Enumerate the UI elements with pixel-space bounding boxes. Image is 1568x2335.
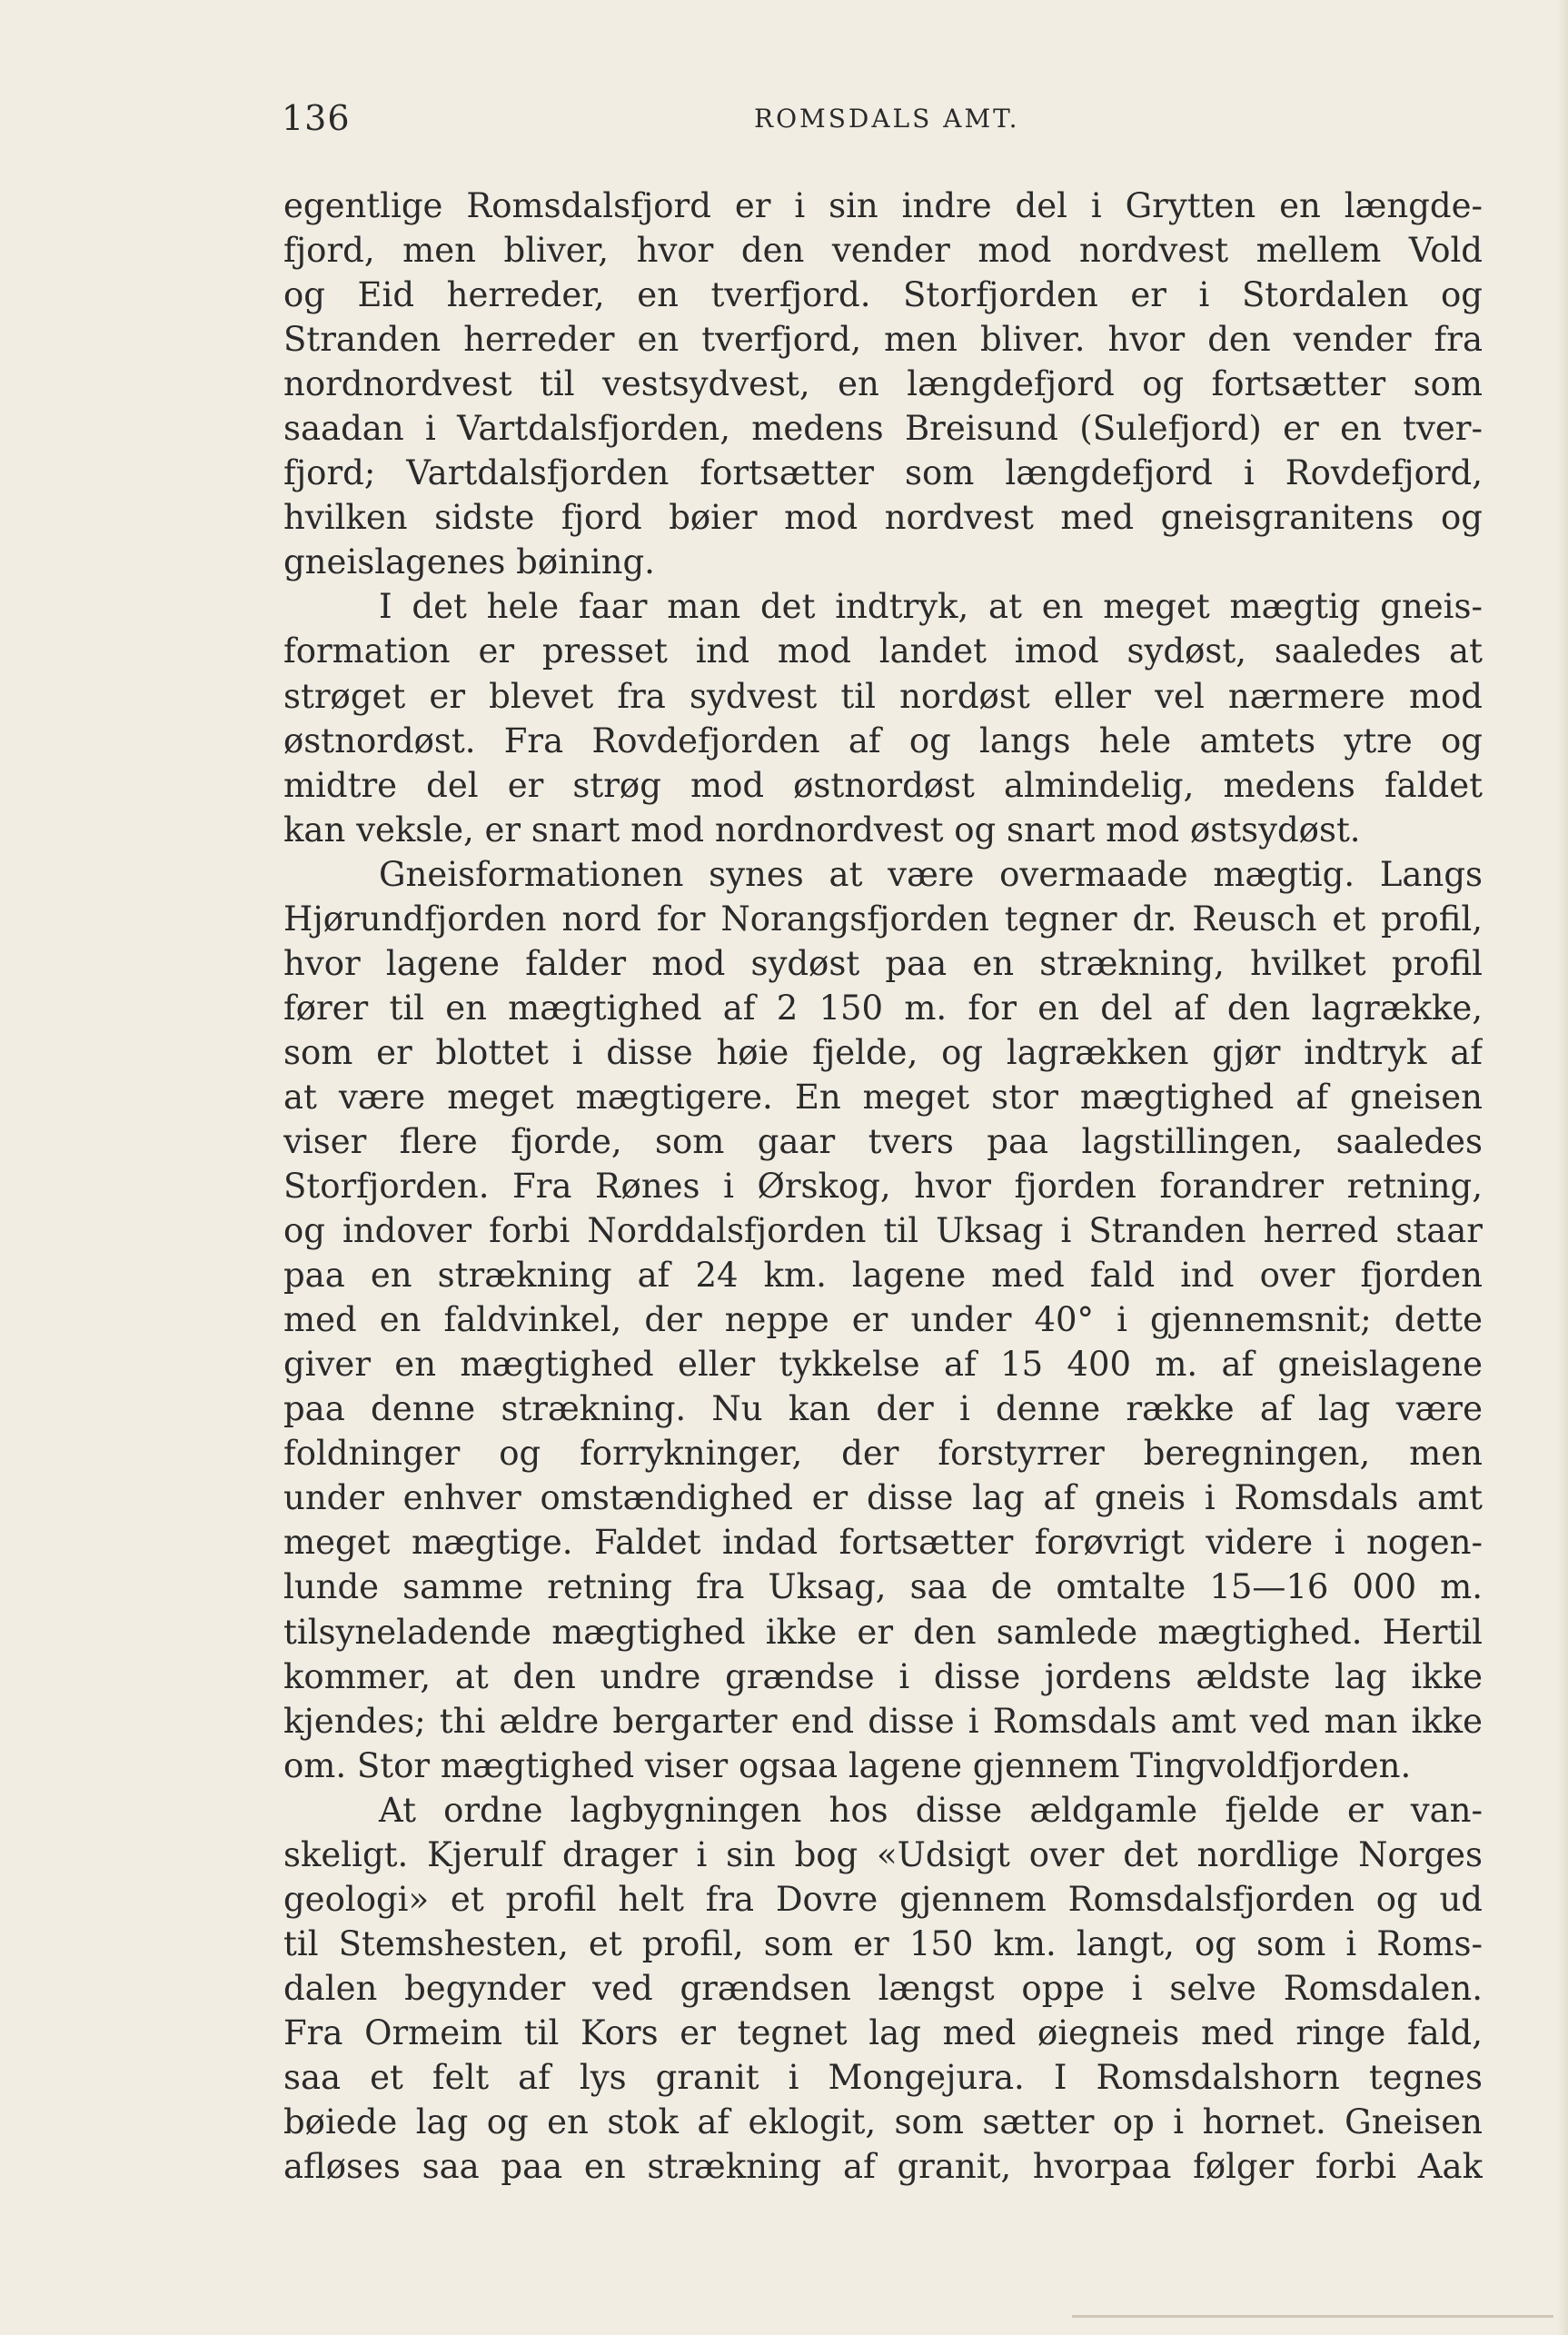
text-line: Fra Ormeim til Kors er tegnet lag med øiegneis med ringe fald, — [283, 2012, 1483, 2052]
text-line: hvilken sidste fjord bøier mod nordvest med gneisgranitens og — [283, 498, 1483, 538]
text-line: viser flere fjorde, som gaar tvers paa lagstillingen, saaledes — [283, 1121, 1483, 1161]
page-header — [282, 98, 1481, 144]
text-line: meget mægtige. Faldet indad fortsætter forøvrigt videre i nogen- — [283, 1523, 1483, 1563]
page-edge — [1557, 0, 1568, 2335]
text-line: kjendes; thi ældre bergarter end disse i Romsdals amt ved man ikke — [283, 1701, 1483, 1741]
page-bottom-rule — [1072, 2315, 1553, 2318]
running-title: ROMSDALS AMT. — [754, 104, 1020, 134]
text-line: nordnordvest til vestsydvest, en længdefjord og fortsætter som — [283, 364, 1483, 404]
text-line: geologi» et profil helt fra Dovre gjennem Romsdalsfjorden og ud — [283, 1879, 1483, 1919]
text-line: kan veksle, er snart mod nordnordvest og snart mod østsydøst. — [283, 810, 1361, 850]
text-line: saadan i Vartdalsfjorden, medens Breisund (Sulefjord) er en tver- — [283, 409, 1483, 449]
text-line: at være meget mægtigere. En meget stor mægtighed af gneisen — [283, 1077, 1483, 1117]
text-line: bøiede lag og en stok af eklogit, som sætter op i hornet. Gneisen — [283, 2102, 1483, 2142]
text-line: kommer, at den undre grændse i disse jordens ældste lag ikke — [283, 1656, 1483, 1696]
text-line: dalen begynder ved grændsen længst oppe i selve Romsdalen. — [283, 1968, 1483, 2008]
text-line: skeligt. Kjerulf drager i sin bog «Udsigt over det nordlige Norges — [283, 1834, 1483, 1874]
text-line: fjord, men bliver, hvor den vender mod nordvest mellem Vold — [283, 231, 1483, 271]
text-line: lunde samme retning fra Uksag, saa de omtalte 15—16 000 m. — [283, 1567, 1483, 1607]
text-line: foldninger og forrykninger, der forstyrrer beregningen, men — [283, 1434, 1483, 1474]
text-line: og indover forbi Norddalsfjorden til Uksag i Stranden herred staar — [283, 1211, 1483, 1251]
text-line: fører til en mægtighed af 2 150 m. for en del af den lagrække, — [283, 988, 1483, 1028]
text-line: med en faldvinkel, der neppe er under 40° i gjennemsnit; dette — [283, 1300, 1483, 1340]
text-line: fjord; Vartdalsfjorden fortsætter som længdefjord i Rovdefjord, — [283, 453, 1483, 493]
text-line: under enhver omstændighed er disse lag af gneis i Romsdals amt — [283, 1478, 1483, 1518]
text-line: østnordøst. Fra Rovdefjorden af og langs hele amtets ytre og — [283, 720, 1483, 760]
text-line: giver en mægtighed eller tykkelse af 15 400 m. af gneislagene — [283, 1345, 1483, 1385]
text-line: paa en strækning af 24 km. lagene med fald ind over fjorden — [283, 1256, 1483, 1296]
text-line: hvor lagene falder mod sydøst paa en strækning, hvilket profil — [283, 943, 1483, 983]
text-line: paa denne strækning. Nu kan der i denne række af lag være — [283, 1389, 1483, 1429]
text-line: formation er presset ind mod landet imod sydøst, saaledes at — [283, 631, 1483, 671]
text-line: midtre del er strøg mod østnordøst almindelig, medens faldet — [283, 765, 1483, 805]
text-line: og Eid herreder, en tverfjord. Storfjorden er i Stordalen og — [283, 275, 1483, 315]
text-line: strøget er blevet fra sydvest til nordøst eller vel nærmere mod — [283, 676, 1483, 716]
text-line: afløses saa paa en strækning af granit, hvorpaa følger forbi Aak — [283, 2147, 1483, 2187]
text-line: Stranden herreder en tverfjord, men bliver. hvor den vender fra — [283, 320, 1483, 360]
text-line: egentlige Romsdalsfjord er i sin indre del i Grytten en længde- — [283, 186, 1483, 225]
text-line: til Stemshesten, et profil, som er 150 km. langt, og som i Roms- — [283, 1923, 1483, 1963]
text-line: som er blottet i disse høie fjelde, og lagrækken gjør indtryk af — [283, 1032, 1483, 1072]
page-number: 136 — [282, 98, 351, 138]
text-line: tilsyneladende mægtighed ikke er den samlede mægtighed. Hertil — [283, 1612, 1483, 1652]
text-line: om. Stor mægtighed viser ogsaa lagene gjennem Tingvoldfjorden. — [283, 1745, 1412, 1785]
text-line: Storfjorden. Fra Rønes i Ørskog, hvor fjorden forandrer retning, — [283, 1167, 1483, 1207]
body-text — [283, 184, 1483, 2189]
text-line: saa et felt af lys granit i Mongejura. I Romsdalshorn tegnes — [283, 2057, 1483, 2097]
paragraph-start-line: At ordne lagbygningen hos disse ældgamle fjelde er van- — [379, 1790, 1483, 1830]
paragraph-start-line: I det hele faar man det indtryk, at en meget mægtig gneis- — [379, 587, 1483, 627]
text-line: Hjørundfjorden nord for Norangsfjorden tegner dr. Reusch et profil, — [283, 899, 1483, 939]
text-line: gneislagenes bøining. — [283, 542, 655, 582]
paragraph-start-line: Gneisformationen synes at være overmaade mægtig. Langs — [379, 854, 1483, 894]
